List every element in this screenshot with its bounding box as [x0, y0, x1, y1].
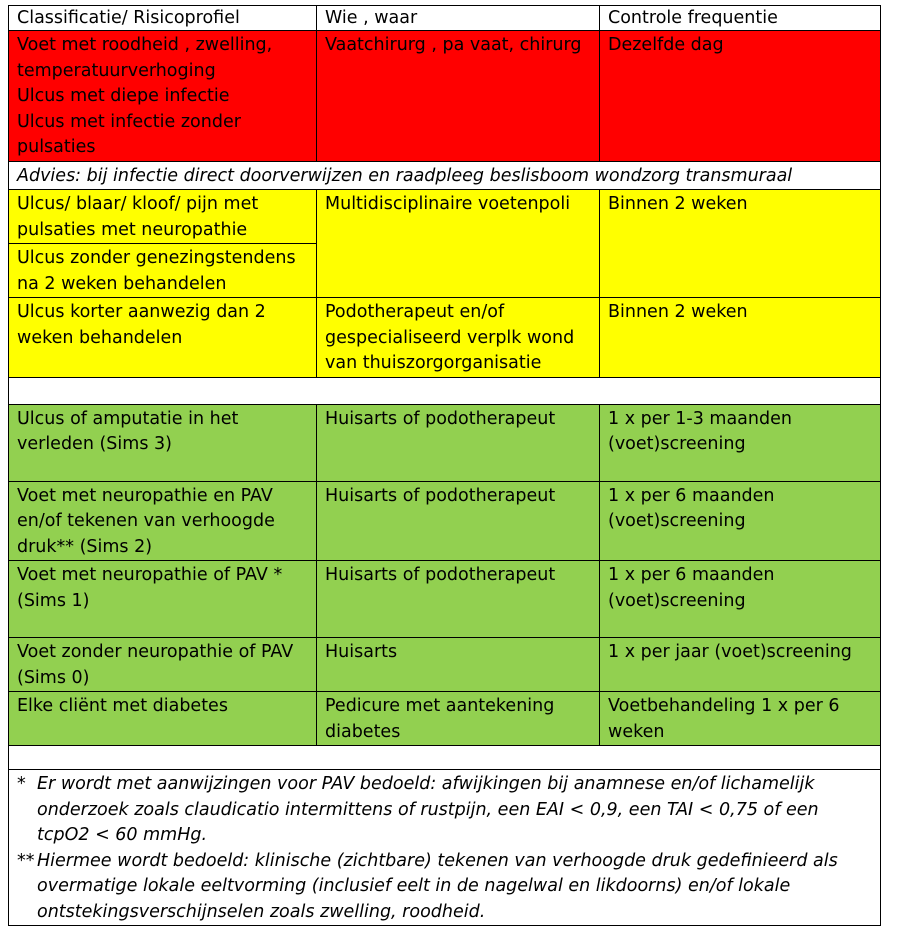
footnote-mark: * [17, 774, 26, 794]
table-row-yellow-1 [9, 190, 881, 244]
red-classification-line: Voet met roodheid , zwelling, temperatuurverhoging [17, 35, 273, 81]
header-who-where: Wie , waar [317, 6, 600, 31]
yellow-who-cell: Multidisciplinaire voetenpoli [317, 190, 600, 298]
table-row-red [9, 31, 881, 162]
table-row-green [9, 638, 881, 692]
table-row-green [9, 481, 881, 561]
green-classification-cell: Elke cliënt met diabetes [9, 692, 317, 746]
green-who-cell: Huisarts [317, 638, 600, 692]
spacer-row [9, 746, 881, 770]
green-classification-cell: Voet met neuropathie of PAV *(Sims 1) [9, 561, 317, 638]
red-classification-line: Ulcus met diepe infectie [17, 86, 230, 106]
green-frequency-cell: 1 x per 1-3 maanden (voet)screening [600, 404, 881, 481]
spacer-cell [9, 746, 881, 770]
red-classification-line: Ulcus met infectie zonder pulsaties [17, 111, 241, 157]
green-frequency-cell: 1 x per jaar (voet)screening [600, 638, 881, 692]
footnote-text: Hiermee wordt bedoeld: klinische (zichtbare) tekenen van verhoogde druk gedefinieerd als overmatige lokale eeltvorming (inclusief eelt in de nagelwal en likdoorns) en/of lokale ontstekingsverschijnselen zoals zwelling, roodheid. [37, 850, 838, 922]
risk-classification-table [8, 5, 881, 926]
yellow-classification-cell: Ulcus zonder genezingstendens na 2 weken behandelen [9, 244, 317, 298]
yellow-frequency-cell: Binnen 2 weken [600, 190, 881, 298]
green-who-cell: Pedicure met aantekening diabetes [317, 692, 600, 746]
header-classification: Classificatie/ Risicoprofiel [9, 6, 317, 31]
footnotes-cell [9, 770, 881, 926]
yellow-frequency-cell: Binnen 2 weken [600, 298, 881, 378]
advice-text: Advies: bij infectie direct doorverwijzen en raadpleeg beslisboom wondzorg transmuraal [9, 161, 881, 190]
green-who-cell: Huisarts of podotherapeut [317, 561, 600, 638]
green-who-cell: Huisarts of podotherapeut [317, 404, 600, 481]
red-who-cell: Vaatchirurg , pa vaat, chirurg [317, 31, 600, 162]
footnote-mark: ** [17, 850, 35, 871]
green-classification-cell: Ulcus of amputatie in het verleden (Sims 3) [9, 404, 317, 481]
yellow-classification-cell: Ulcus/ blaar/ kloof/ pijn met pulsaties met neuropathie [9, 190, 317, 244]
header-control-frequency: Controle frequentie [600, 6, 881, 31]
footnotes-row [9, 770, 881, 926]
spacer-row [9, 377, 881, 404]
green-frequency-cell: 1 x per 6 maanden (voet)screening [600, 561, 881, 638]
header-row [9, 6, 881, 31]
red-frequency-cell: Dezelfde dag [600, 31, 881, 162]
yellow-classification-cell: Ulcus korter aanwezig dan 2 weken behandelen [9, 298, 317, 378]
green-frequency-cell: 1 x per 6 maanden (voet)screening [600, 481, 881, 561]
footnote [17, 849, 872, 926]
green-classification-cell: Voet zonder neuropathie of PAV (Sims 0) [9, 638, 317, 692]
table-row-green [9, 404, 881, 481]
table-row-yellow-3 [9, 298, 881, 378]
table-row-green [9, 692, 881, 746]
red-classification-cell [9, 31, 317, 162]
footnote-text: Er wordt met aanwijzingen voor PAV bedoeld: afwijkingen bij anamnese en/of lichamelijk onderzoek zoals claudicatio intermittens of rustpijn, een EAI < 0,9, een TAI < 0,75 of een tcpO2 < 60 mmHg. [37, 774, 819, 845]
advice-row [9, 161, 881, 190]
yellow-who-cell: Podotherapeut en/of gespecialiseerd verplk wond van thuiszorgorganisatie [317, 298, 600, 378]
green-who-cell: Huisarts of podotherapeut [317, 481, 600, 561]
footnote [17, 772, 872, 849]
spacer-cell [9, 377, 881, 404]
green-frequency-cell: Voetbehandeling 1 x per 6 weken [600, 692, 881, 746]
table-row-green [9, 561, 881, 638]
green-classification-cell: Voet met neuropathie en PAV en/of tekenen van verhoogde druk** (Sims 2) [9, 481, 317, 561]
